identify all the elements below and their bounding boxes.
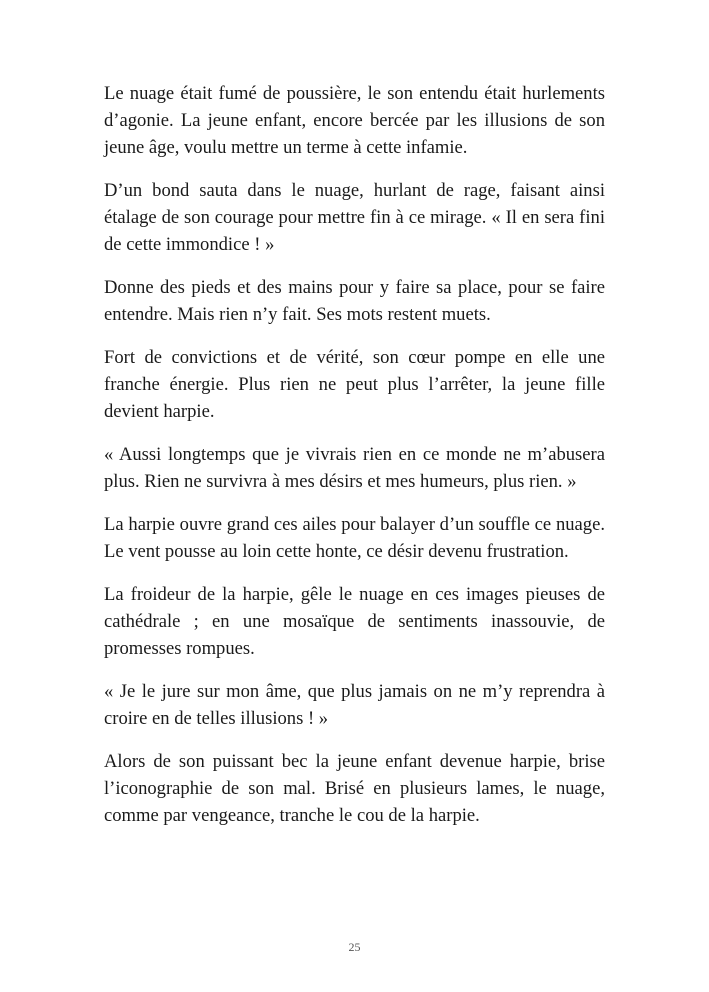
paragraph-7: La froideur de la harpie, gêle le nuage en ces images pieuses de cathédrale ; en une mosaïque de sentiments inassouvie, de promesses rompues.: [104, 584, 605, 659]
page-number: 25: [348, 940, 361, 954]
paragraph-3: Donne des pieds et des mains pour y faire sa place, pour se faire entendre. Mais rien n’y fait. Ses mots restent muets.: [104, 277, 605, 325]
paragraph-8: « Je le jure sur mon âme, que plus jamais on ne m’y reprendra à croire en de telles illusions ! »: [104, 681, 605, 729]
paragraph-4: Fort de convictions et de vérité, son cœur pompe en elle une franche énergie. Plus rien ne peut plus l’arrêter, la jeune fille devient harpie.: [104, 347, 605, 422]
paragraph-9: Alors de son puissant bec la jeune enfant devenue harpie, brise l’iconographie de son mal. Brisé en plusieurs lames, le nuage, comme par vengeance, tranche le cou de la harpie.: [104, 751, 605, 826]
body-text: [104, 80, 605, 845]
paragraph-2: D’un bond sauta dans le nuage, hurlant de rage, faisant ainsi étalage de son courage pour mettre fin à ce mirage. « Il en sera fini de cette immondice ! »: [104, 180, 605, 255]
paragraph-5: « Aussi longtemps que je vivrais rien en ce monde ne m’abusera plus. Rien ne survivra à mes désirs et mes humeurs, plus rien. »: [104, 444, 605, 492]
paragraph-1: Le nuage était fumé de poussière, le son entendu était hurlements d’agonie. La jeune enfant, encore bercée par les illusions de son jeune âge, voulu mettre un terme à cette infamie.: [104, 83, 605, 158]
paragraph-6: La harpie ouvre grand ces ailes pour balayer d’un souffle ce nuage. Le vent pousse au loin cette honte, ce désir devenu frustration.: [104, 514, 605, 562]
